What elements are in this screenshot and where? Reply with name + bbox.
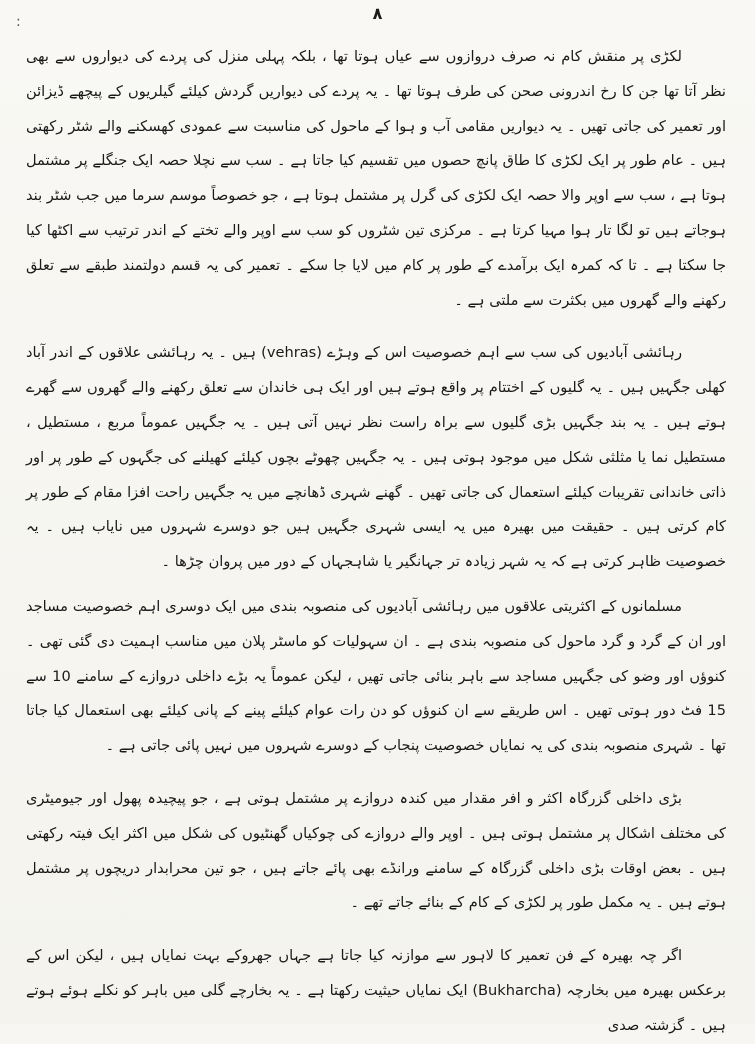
paragraph-mosques: مسلمانوں کے اکثریتی علاقوں میں رہائشی آبادیوں کی منصوبہ بندی میں ایک دوسری اہم خصوصیت مساجد اور ان کے گرد و گرد ماحول کی منصوبہ بندی ہے ۔ ان سہولیات کو ماسٹر پلان میں مناسب اہمیت دی گئی تھی ۔ کنوؤں اور وضو کی جگہیں مساجد سے باہر بنائی جاتی تھیں ، لیکن عموماً یہ بڑے داخلی دروازے کے سامنے 10 سے 15 فٹ دور ہوتی تھیں ۔ اس طریقے سے ان کنوؤں کو دن رات عوام کیلئے پینے کے پانی کیلئے بھی استعمال کیا جاتا تھا ۔ شہری منصوبہ بندی کی یہ نمایاں خصوصیت پنجاب کے دوسرے شہروں میں نہیں پائی جاتی ہے ۔ bbox=[26, 597, 726, 755]
paragraph-gateway: بڑی داخلی گزرگاہ اکثر و افر مقدار میں کندہ دروازے پر مشتمل ہوتی ہے ، جو پیچیدہ پھول اور جیومیٹری کی مختلف اشکال پر مشتمل ہوتی ہیں ۔ اوپر والے دروازے کی چوکیاں گھنٹیوں کی شکل میں اکثر ایک فیتہ رکھتی ہیں ۔ بعض اوقات بڑی داخلی گزرگاہ کے سامنے ورانڈے بھی پائے جاتے ہیں ، جو تین محرابدار دریچوں پر مشتمل ہوتے ہیں ۔ یہ مکمل طور پر لکڑی کے کام کے بنائے جاتے تھے ۔ bbox=[26, 789, 726, 912]
paragraph-woodwork: لکڑی پر منقش کام نہ صرف دروازوں سے عیاں ہوتا تھا ، بلکہ پہلی منزل کی پردے کی دیواروں سے بھی نظر آتا تھا جن کا رخ اندرونی صحن کی طرف ہوتا تھا ۔ یہ پردے کی دیواریں گردش کیلئے گیلریوں کے پیچھے ڈیزائن اور تعمیر کی جاتی تھیں ۔ یہ دیواریں مقامی آب و ہوا کے ماحول کی مناسبت سے عمودی کھسکنے والے شٹر رکھتی ہیں ۔ عام طور پر ایک لکڑی کا طاق پانچ حصوں میں تقسیم کیا جاتا ہے ۔ سب سے نچلا حصہ ایک جنگلے پر مشتمل ہوتا ہے ، سب سے اوپر والا حصہ ایک لکڑی کی گرل پر مشتمل ہوتا ہے ، جو خصوصاً موسم سرما میں جب شٹر بند ہوجاتے ہیں تو لگا تار ہوا مہیا کرتا ہے ۔ مرکزی تین شٹروں کو سب سے اوپر والے تختے کے اندر ترتیب سے اکٹھا کیا جا سکتا ہے ۔ تا کہ کمرہ ایک برآمدے کے طور پر کام میں لایا جا سکے ۔ تعمیر کی یہ قسم دولتمند طبقے سے تعلق رکھنے والے گھروں میں بکثرت سے ملتی ہے ۔ bbox=[26, 48, 726, 309]
paragraph-vehras: رہائشی آبادیوں کی سب سے اہم خصوصیت اس کے وہڑے (vehras) ہیں ۔ یہ رہائشی علاقوں کے اندر آباد کھلی جگہیں ہیں ۔ یہ گلیوں کے اختتام پر واقع ہوتے ہیں اور ایک ہی خاندان سے تعلق رکھنے والے گھروں سے گھرے ہوتے ہیں ۔ یہ بند جگہیں بڑی گلیوں سے براہ راست نظر نہیں آتی ہیں ۔ یہ جگہیں عموماً مربع ، مستطیل ، مستطیل نما یا مثلثی شکل میں موجود ہوتی ہیں ۔ یہ جگہیں چھوٹے بچوں کیلئے کھیلنے کی جگہوں کے طور پر اور ذاتی خاندانی تقریبات کیلئے استعمال کی جاتی تھیں ۔ گھنے شہری ڈھانچے میں یہ جگہیں راحت افزا مقام کے طور پر کام کرتی ہیں ۔ حقیقت میں بھیرہ میں یہ ایسی شہری جگہیں ہیں جو دوسرے شہروں میں نایاب ہیں ۔ یہ خصوصیت ظاہر کرتی ہے کہ یہ شہر زیادہ تر جہانگیر یا شاہجہاں کے دور میں پروان چڑھا ۔ bbox=[26, 344, 726, 571]
corner-mark: : bbox=[16, 14, 21, 30]
page-number: ۸ bbox=[372, 4, 383, 23]
paragraph-bukharcha: اگر چہ بھیرہ کے فن تعمیر کا لاہور سے موازنہ کیا جاتا ہے جہاں جھروکے بہت نمایاں ہیں ، لیکن اس کے برعکس بھیرہ میں بخارچہ (Bukharcha) ایک نمایاں حیثیت رکھتا ہے ۔ یہ بخارچے گلی میں باہر کو نکلے ہوئے ہوتے ہیں ۔ گزشتہ صدی bbox=[26, 947, 726, 1034]
document-body bbox=[26, 40, 726, 1034]
